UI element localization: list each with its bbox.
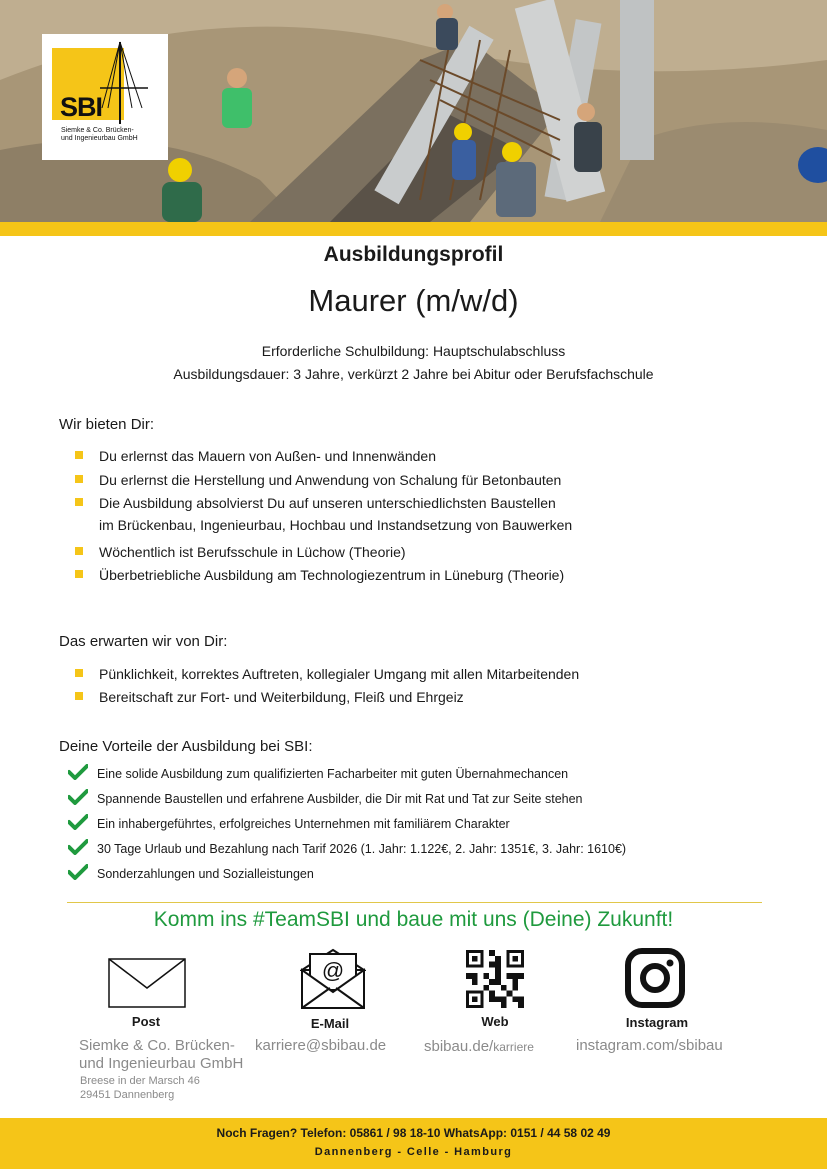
offer-item-text: Wöchentlich ist Berufsschule in Lüchow (Theorie)	[99, 544, 406, 560]
slogan: Komm ins #TeamSBI und baue mit uns (Deine) Zukunft!	[153, 908, 674, 931]
web-link-path[interactable]: karriere	[493, 1040, 534, 1054]
benefit-item-text: Eine solide Ausbildung zum qualifizierten Facharbeiter mit guten Übernahmechancen	[97, 767, 569, 781]
checkmark-icon	[68, 764, 88, 780]
web-label: Web	[481, 1014, 509, 1029]
footer-contact-line: Noch Fragen? Telefon: 05861 / 98 18-10 WhatsApp: 0151 / 44 58 02 49	[216, 1126, 611, 1140]
checkmark-icon	[68, 789, 88, 805]
post-company-line-1: Siemke & Co. Brücken-	[79, 1037, 235, 1054]
bullet-square-icon	[75, 498, 83, 506]
offer-item-text-continued: im Brückenbau, Ingenieurbau, Hochbau und Instandsetzung von Bauwerken	[99, 517, 573, 533]
post-label: Post	[131, 1014, 161, 1029]
job-title: Maurer (m/w/d)	[308, 283, 519, 318]
email-link[interactable]: karriere@sbibau.de	[255, 1037, 387, 1054]
bullet-square-icon	[75, 451, 83, 459]
post-city: 29451 Dannenberg	[80, 1089, 175, 1101]
header-accent-bar	[0, 222, 827, 236]
profile-kicker: Ausbildungsprofil	[323, 243, 504, 266]
expect-item-text: Pünklichkeit, korrektes Auftreten, kollegialer Umgang mit allen Mitarbeitenden	[99, 666, 580, 682]
slogan-divider	[67, 902, 762, 903]
checkmark-icon	[68, 864, 88, 880]
bullet-square-icon	[75, 475, 83, 483]
instagram-icon[interactable]	[625, 948, 685, 1008]
checkmark-icon	[68, 839, 88, 855]
qr-code-icon[interactable]	[465, 950, 525, 1008]
bullet-square-icon	[75, 692, 83, 700]
logo-company-line-2: und Ingenieurbau GmbH	[61, 135, 138, 142]
svg-text:@: @	[321, 958, 345, 983]
instagram-link[interactable]: instagram.com/sbibau	[576, 1037, 723, 1054]
email-at-icon[interactable]	[300, 948, 366, 1010]
offer-item-text: Überbetriebliche Ausbildung am Technologiezentrum in Lüneburg (Theorie)	[99, 567, 565, 583]
post-company-line-2: und Ingenieurbau GmbH	[79, 1055, 244, 1072]
bullet-square-icon	[75, 547, 83, 555]
logo-company-name	[61, 127, 161, 143]
logo-bridge-icon	[100, 38, 150, 124]
benefit-item-text: Sonderzahlungen und Sozialleistungen	[97, 867, 314, 881]
post-company	[79, 1037, 243, 1073]
offer-heading: Wir bieten Dir:	[59, 416, 155, 433]
offer-item-text: Du erlernst die Herstellung und Anwendung von Schalung für Betonbauten	[99, 472, 562, 488]
bullet-square-icon	[75, 570, 83, 578]
expect-heading: Das erwarten wir von Dir:	[59, 633, 228, 650]
post-street: Breese in der Marsch 46	[80, 1075, 200, 1087]
email-label: E-Mail	[310, 1016, 350, 1031]
instagram-label: Instagram	[625, 1015, 689, 1030]
benefits-heading: Deine Vorteile der Ausbildung bei SBI:	[59, 738, 313, 755]
logo-company-line-1: Siemke & Co. Brücken-	[61, 127, 134, 134]
training-duration: Ausbildungsdauer: 3 Jahre, verkürzt 2 Jahre bei Abitur oder Berufsfachschule	[173, 366, 654, 382]
benefit-item-text: Spannende Baustellen und erfahrene Ausbilder, die Dir mit Rat und Tat zur Seite stehen	[97, 792, 583, 806]
expect-item-text: Bereitschaft zur Fort- und Weiterbildung, Fleiß und Ehrgeiz	[99, 689, 464, 705]
benefit-item-text: 30 Tage Urlaub und Bezahlung nach Tarif 2026 (1. Jahr: 1.122€, 2. Jahr: 1351€, 3. Jahr: 1610€)	[97, 842, 627, 856]
checkmark-icon	[68, 814, 88, 830]
web-link[interactable]	[424, 1038, 534, 1055]
offer-item-text: Die Ausbildung absolvierst Du auf unseren unterschiedlichsten Baustellen	[99, 495, 556, 511]
web-link-main[interactable]: sbibau.de/	[424, 1038, 494, 1055]
logo-wordmark: SBI	[60, 92, 103, 122]
footer-locations: Dannenberg - Celle - Hamburg	[314, 1146, 513, 1158]
bullet-square-icon	[75, 669, 83, 677]
envelope-icon	[108, 958, 186, 1008]
post-address	[80, 1074, 200, 1102]
offer-item-text: Du erlernst das Mauern von Außen- und Innenwänden	[99, 448, 436, 464]
benefit-item-text: Ein inhabergeführtes, erfolgreiches Unternehmen mit familiärem Charakter	[97, 817, 510, 831]
school-requirement: Erforderliche Schulbildung: Hauptschulabschluss	[261, 343, 566, 359]
